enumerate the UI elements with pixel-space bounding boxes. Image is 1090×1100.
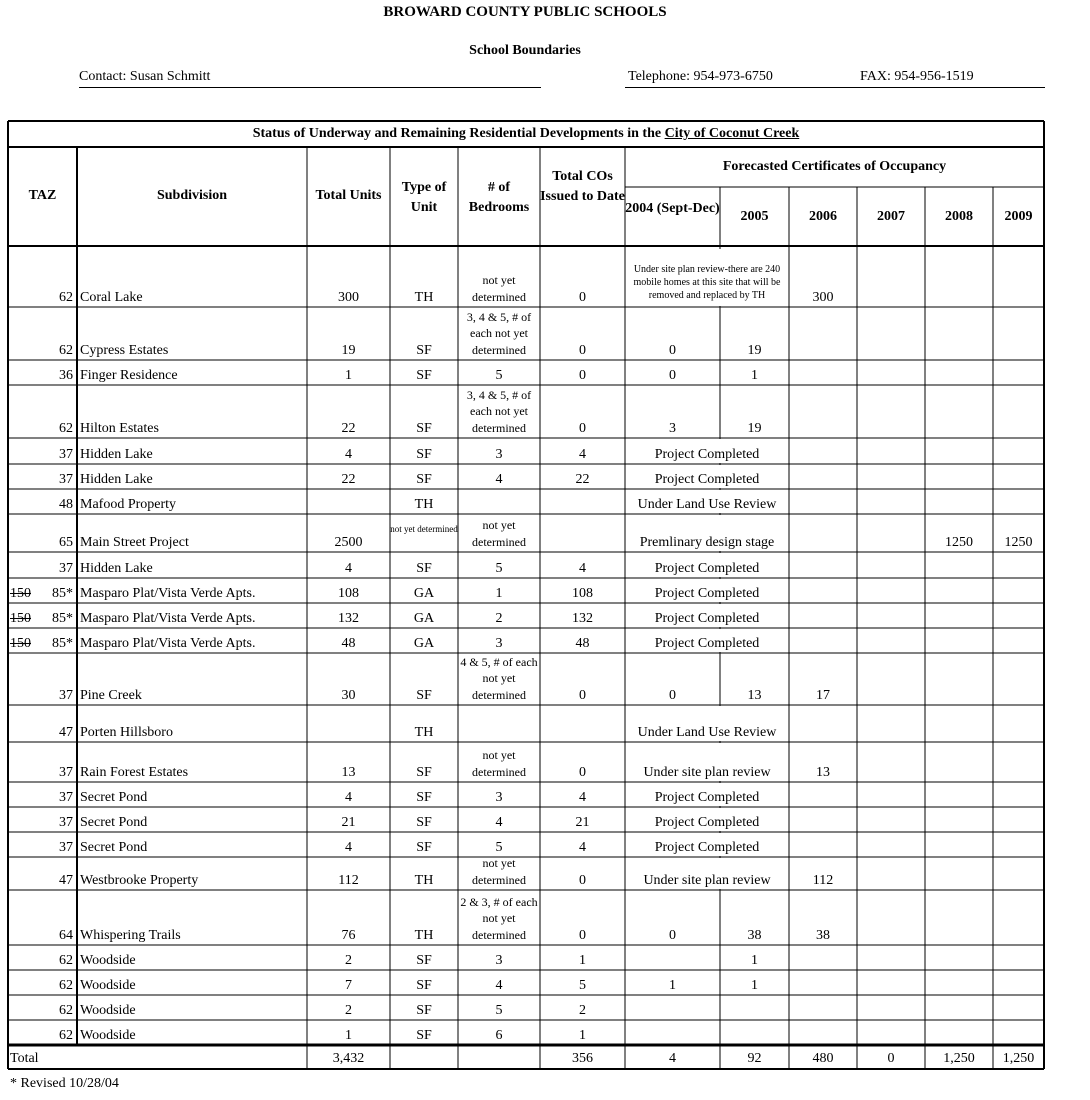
cell-y2006: 112 [812, 873, 834, 888]
cell-total-units: 22 [341, 472, 356, 487]
cell-status: Premlinary design stage [639, 535, 775, 550]
total-y2007: 0 [887, 1051, 895, 1066]
cell-bedrooms: 5 [495, 561, 503, 576]
cell-cos: 132 [572, 611, 593, 626]
cell-taz: 62 [59, 953, 73, 968]
cell-status: Project Completed [654, 447, 760, 462]
cell-y2005: 19 [747, 421, 762, 436]
cell-bedrooms: not yet determined [472, 856, 526, 887]
cell-cos: 4 [579, 790, 586, 805]
taz-old: 150 [10, 586, 31, 601]
header-2006: 2006 [809, 209, 837, 224]
cell-type: GA [413, 586, 435, 601]
caption-text: Status of Underway and Remaining Residential Developments in the [252, 126, 665, 141]
cell-y2004: 0 [669, 688, 676, 703]
cell-cos: 5 [579, 978, 586, 993]
cell-cos: 0 [579, 368, 586, 383]
cell-y2004: 0 [669, 928, 676, 943]
header-forecast: Forecasted Certificates of Occupancy [722, 159, 947, 174]
cell-type: SF [416, 472, 432, 487]
footnote: * Revised 10/28/04 [10, 1076, 119, 1091]
cell-y2005: 1 [751, 978, 758, 993]
cell-taz: 65 [59, 535, 73, 550]
cell-cos: 21 [575, 815, 590, 830]
cell-taz: 62 [59, 290, 73, 305]
cell-cos: 22 [575, 472, 590, 487]
cell-status: Under site plan review [643, 765, 771, 780]
cell-total-units: 4 [345, 447, 352, 462]
cell-type: SF [416, 368, 432, 383]
cell-total-units: 1 [345, 1028, 352, 1043]
cell-status: Under site plan review [643, 873, 771, 888]
cell-cos: 0 [579, 290, 586, 305]
cell-cos: 0 [579, 765, 586, 780]
cell-taz: 37 [59, 688, 73, 703]
cell-cos: 108 [572, 586, 593, 601]
cell-taz: 48 [59, 497, 73, 512]
cell-type: SF [416, 1028, 432, 1043]
header-2004: 2004 (Sept-Dec) [625, 201, 720, 216]
cell-type: not yet determined [390, 524, 458, 534]
cell-bedrooms: 3, 4 & 5, # of each not yet determined [466, 309, 532, 357]
cell-bedrooms: not yet determined [472, 273, 526, 304]
cell-cos: 2 [579, 1003, 586, 1018]
cell-subdivision: Masparo Plat/Vista Verde Apts. [80, 586, 256, 601]
header-taz: TAZ [28, 188, 57, 203]
telephone: Telephone: 954-973-6750 [628, 69, 773, 84]
cell-bedrooms: 2 [495, 611, 503, 626]
total-y2005: 92 [747, 1051, 762, 1066]
cell-y2004: 0 [669, 368, 676, 383]
cell-subdivision: Secret Pond [80, 815, 148, 830]
cell-subdivision: Westbrooke Property [80, 873, 199, 888]
cell-total-units: 4 [345, 790, 352, 805]
total-y2008: 1,250 [943, 1051, 975, 1066]
total-y2004: 4 [669, 1051, 676, 1066]
cell-total-units: 48 [341, 636, 356, 651]
cell-taz: 47 [59, 725, 73, 740]
cell-taz: 47 [59, 873, 73, 888]
cell-status: Under Land Use Review [637, 497, 777, 512]
cell-taz: 37 [59, 815, 73, 830]
cell-bedrooms: 4 [495, 472, 503, 487]
cell-bedrooms: 3, 4 & 5, # of each not yet determined [466, 387, 532, 435]
cell-subdivision: Mafood Property [80, 497, 177, 512]
page-subtitle: School Boundaries [469, 43, 581, 58]
cell-bedrooms: 3 [495, 636, 503, 651]
cell-subdivision: Whispering Trails [80, 928, 181, 943]
cell-total-units: 4 [345, 840, 352, 855]
header-2005: 2005 [740, 209, 769, 224]
cell-bedrooms: 4 [495, 978, 503, 993]
cell-bedrooms: 4 & 5, # of each not yet determined [460, 654, 538, 702]
cell-type: GA [413, 611, 435, 626]
cell-total-units: 30 [341, 688, 356, 703]
cell-taz: 85* [52, 611, 73, 626]
cell-y2006: 13 [816, 765, 830, 780]
cell-subdivision: Hidden Lake [80, 561, 153, 576]
cell-cos: 4 [579, 447, 586, 462]
cell-bedrooms: 3 [495, 447, 503, 462]
cell-subdivision: Masparo Plat/Vista Verde Apts. [80, 611, 256, 626]
cell-type: SF [416, 765, 432, 780]
cell-total-units: 19 [341, 343, 356, 358]
cell-subdivision: Secret Pond [80, 790, 148, 805]
cell-subdivision: Porten Hillsboro [80, 725, 173, 740]
cell-y2004: 0 [669, 343, 676, 358]
cell-status: Project Completed [654, 611, 760, 626]
cell-cos: 4 [579, 840, 586, 855]
cell-type: TH [414, 928, 434, 943]
total-label: Total [10, 1051, 39, 1066]
caption-city: City of Coconut Creek [664, 126, 800, 141]
cell-total-units: 300 [338, 290, 359, 305]
cell-bedrooms: not yet determined [472, 518, 526, 549]
header-total-units: Total Units [315, 188, 382, 203]
cell-subdivision: Woodside [80, 978, 136, 993]
taz-old: 150 [10, 611, 31, 626]
cell-subdivision: Finger Residence [80, 368, 178, 383]
cell-taz: 37 [59, 561, 73, 576]
cell-y2005: 1 [751, 953, 758, 968]
cell-type: GA [413, 636, 435, 651]
cell-y2005: 19 [747, 343, 762, 358]
cell-type: SF [416, 953, 432, 968]
cell-subdivision: Main Street Project [80, 535, 189, 550]
cell-y2005: 13 [747, 688, 762, 703]
cell-cos: 0 [579, 873, 586, 888]
cell-y2006: 17 [816, 688, 830, 703]
cell-taz: 62 [59, 1028, 73, 1043]
cell-subdivision: Coral Lake [80, 290, 143, 305]
cell-subdivision: Woodside [80, 953, 136, 968]
cell-status: Under Land Use Review [637, 725, 777, 740]
cell-status: Project Completed [654, 636, 760, 651]
cell-taz: 37 [59, 472, 73, 487]
cell-bedrooms: 5 [495, 368, 503, 383]
cell-bedrooms: 2 & 3, # of each not yet determined [460, 894, 538, 942]
cell-type: SF [416, 561, 432, 576]
cell-status: Project Completed [654, 815, 760, 830]
cell-type: SF [416, 447, 432, 462]
cell-subdivision: Hidden Lake [80, 447, 153, 462]
cell-type: TH [414, 497, 434, 512]
header-type-of-unit: Type of Unit [401, 180, 447, 215]
cell-total-units: 22 [341, 421, 356, 436]
cell-total-units: 7 [345, 978, 352, 993]
cell-status: Project Completed [654, 790, 760, 805]
cell-status: Project Completed [654, 472, 760, 487]
header-2008: 2008 [945, 209, 973, 224]
cell-bedrooms: 5 [495, 1003, 503, 1018]
contact-name: Contact: Susan Schmitt [79, 69, 541, 88]
cell-taz: 64 [59, 928, 73, 943]
cell-y2005: 1 [751, 368, 758, 383]
cell-status: Project Completed [654, 840, 760, 855]
cell-subdivision: Pine Creek [80, 688, 142, 703]
cell-total-units: 76 [341, 928, 356, 943]
cell-bedrooms: 3 [495, 790, 503, 805]
header-subdivision: Subdivision [156, 188, 228, 203]
cell-subdivision: Rain Forest Estates [80, 765, 189, 780]
cell-subdivision: Woodside [80, 1028, 136, 1043]
cell-bedrooms: not yet determined [472, 748, 526, 779]
cell-taz: 62 [59, 343, 73, 358]
cell-total-units: 108 [338, 586, 359, 601]
cell-y2004: 1 [669, 978, 676, 993]
cell-subdivision: Cypress Estates [80, 343, 169, 358]
cell-subdivision: Woodside [80, 1003, 136, 1018]
cell-y2004: 3 [669, 421, 676, 436]
cell-type: SF [416, 790, 432, 805]
total-units: 3,432 [332, 1051, 365, 1066]
cell-total-units: 112 [338, 873, 359, 888]
cell-y2008: 1250 [945, 535, 973, 550]
header-2009: 2009 [1004, 209, 1033, 224]
cell-y2009: 1250 [1004, 535, 1033, 550]
cell-taz: 37 [59, 447, 73, 462]
cell-taz: 36 [59, 368, 73, 383]
cell-bedrooms: 6 [495, 1028, 503, 1043]
cell-type: TH [414, 873, 434, 888]
cell-taz: 37 [59, 790, 73, 805]
header-cos-issued: Total COs Issued to Date [540, 169, 625, 204]
cell-taz: 37 [59, 840, 73, 855]
cell-taz: 85* [52, 586, 73, 601]
cell-type: TH [414, 725, 434, 740]
cell-type: SF [416, 343, 432, 358]
header-bedrooms: # of Bedrooms [468, 180, 530, 215]
cell-bedrooms: 1 [495, 586, 503, 601]
cell-type: SF [416, 840, 432, 855]
cell-taz: 62 [59, 978, 73, 993]
cell-total-units: 13 [341, 765, 356, 780]
cell-cos: 48 [575, 636, 590, 651]
total-y2006: 480 [812, 1051, 834, 1066]
cell-cos: 1 [579, 953, 586, 968]
cell-status: Under site plan review-there are 240 mobile homes at this site that will be removed and replaced by TH [633, 264, 781, 301]
cell-bedrooms: 5 [495, 840, 503, 855]
cell-status: Project Completed [654, 561, 760, 576]
table-caption [8, 126, 1044, 142]
cell-cos: 0 [579, 688, 586, 703]
cell-y2005: 38 [747, 928, 762, 943]
cell-bedrooms: 3 [495, 953, 503, 968]
cell-type: SF [416, 421, 432, 436]
cell-cos: 0 [579, 343, 586, 358]
cell-taz: 85* [52, 636, 73, 651]
fax: FAX: 954-956-1519 [860, 69, 974, 84]
cell-subdivision: Masparo Plat/Vista Verde Apts. [80, 636, 256, 651]
cell-type: SF [416, 688, 432, 703]
cell-total-units: 21 [341, 815, 356, 830]
cell-bedrooms: 4 [495, 815, 503, 830]
cell-total-units: 2500 [334, 535, 363, 550]
cell-subdivision: Hidden Lake [80, 472, 153, 487]
cell-taz: 62 [59, 421, 73, 436]
cell-taz: 37 [59, 765, 73, 780]
cell-y2006: 300 [812, 290, 834, 305]
cell-type: TH [414, 290, 434, 305]
cell-total-units: 132 [338, 611, 359, 626]
total-cos: 356 [572, 1051, 593, 1066]
cell-cos: 1 [579, 1028, 586, 1043]
cell-taz: 62 [59, 1003, 73, 1018]
cell-subdivision: Hilton Estates [80, 421, 159, 436]
cell-total-units: 2 [345, 953, 352, 968]
cell-y2006: 38 [816, 928, 830, 943]
cell-type: SF [416, 815, 432, 830]
cell-total-units: 2 [345, 1003, 352, 1018]
cell-total-units: 4 [345, 561, 352, 576]
cell-type: SF [416, 978, 432, 993]
header-2007: 2007 [877, 209, 905, 224]
cell-cos: 0 [579, 928, 586, 943]
cell-cos: 4 [579, 561, 586, 576]
cell-subdivision: Secret Pond [80, 840, 148, 855]
cell-status: Project Completed [654, 586, 760, 601]
cell-total-units: 1 [345, 368, 352, 383]
taz-old: 150 [10, 636, 31, 651]
page-title: BROWARD COUNTY PUBLIC SCHOOLS [383, 4, 667, 20]
total-y2009: 1,250 [1002, 1051, 1035, 1066]
cell-type: SF [416, 1003, 432, 1018]
cell-cos: 0 [579, 421, 586, 436]
